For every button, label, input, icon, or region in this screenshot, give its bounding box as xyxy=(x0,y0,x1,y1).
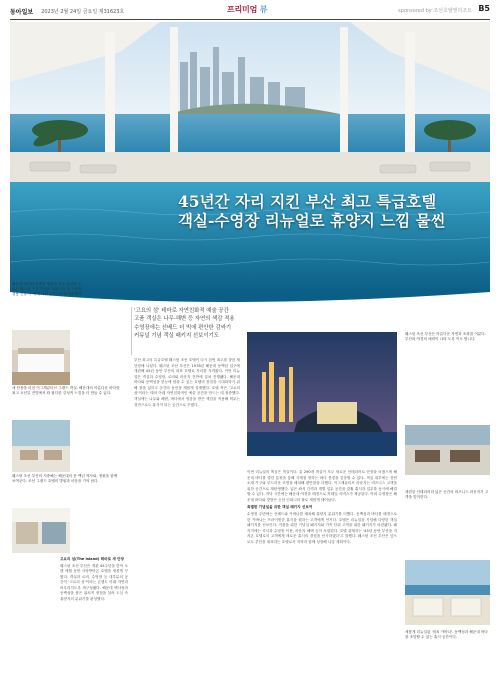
headline-line1: 45년간 자리 지킨 부산 최고 특급호텔 xyxy=(178,192,437,211)
pull-quote: '고요의 섬' 테마로 자연친화적 예술 공간 고품 객실은 나무-해변 등 자연의 색감 적용 수영장에는 선베드 더 빅에 편안한 감싸기 커뮤널 기념 객실 패키지 선보이기도 xyxy=(134,308,235,340)
business-lounge-illustration xyxy=(405,425,490,475)
sidebar-title: 고요의 섬(The Island) 테마로 새 단장 xyxy=(60,557,124,561)
photo-cabana xyxy=(405,560,490,625)
room-illustration xyxy=(12,330,70,385)
sidebar-text: 웨스틴 조선 부산은 개관 45주년을 맞아 오랜 세월 동안 사랑받아온 호텔을 새롭게 꾸몄다. 객실과 로비, 수영장 등 대부분의 공간이 '고요의 섬'이라는 콘셉트 아래 자연과 어우러지도록 재구성됐다. 해운대 백사장과 동백섬을 품은 위치적 장점을 살려 도심 속 휴양지의 분위기를 완성했다. xyxy=(60,563,128,601)
page-number: B5 xyxy=(478,4,490,13)
issue-date: 2023년 2월 24일 금요일 제31623호 xyxy=(41,8,125,15)
caption-f: 새롭게 리뉴얼된 '비치 카바나'. 동백섬과 해운대 바다를 조망할 수 있는 휴식 공간이다. xyxy=(405,630,488,640)
night-illustration xyxy=(247,332,397,456)
caption-a: 새 단장을 마친 이그제큐티브 그랜드 객실. 해운대의 아름다운 바다를 최고 오션뷰 전망에서 꽉 잡다한 감성적 느낌을 더 만들 수 있다. xyxy=(12,386,120,396)
quote-bar xyxy=(131,307,132,355)
lounge-illustration xyxy=(12,420,70,472)
caption-b: 웨스틴 조선 부산의 지중해는 해운대의 문 백년 역사와, 정원을 함께 보여준다. 조선 그랜드 호텔의 발원과 마음을 기억 담다. xyxy=(12,474,118,484)
body-column-3 xyxy=(247,470,397,675)
header-rule xyxy=(10,19,490,20)
photo-business-lounge xyxy=(405,425,490,475)
sidebar-box xyxy=(60,555,128,665)
body-col3-text: 수영장 주변에는 선베드와 카바나를 배치해 휴양지 분위기를 더했다. 동백섬과 바다를 배경으로 한 카바나는 프라이빗한 휴식을 원하는 고객에게 인기다. 호텔은 리뉴얼을 기념해 다양한 객실 패키지를 선보인다. 커플을 위한 기념일 패키지와 가족 단위 고객을 위한 패키지가 마련됐다. 패키지에는 조식과 수영장 이용, 라운지 혜택 등이 포함된다. 호텔 관계자는 '45년 동안 부산을 지켜온 호텔로서 고객에게 새로운 휴식의 경험을 선사하겠다'고 말했다. 웨스틴 조선 부산은 앞으로도 부산을 대표하는 호텔로서 지역과 함께 성장해 나갈 계획이다. xyxy=(247,511,397,544)
brand-accent: 뷰 xyxy=(259,5,268,14)
caption-c: 웨스틴 조선 부산은 아름다운 자연과 조화를 이룬다. 부산의 야경의 매력이 나타 도록 이도 합니다. xyxy=(405,332,486,342)
corridor-illustration xyxy=(12,508,70,553)
headline-line2: 객실-수영장 리뉴얼로 휴양지 느낌 물씬 xyxy=(178,210,446,230)
body-column-1: 부산 최고의 특급호텔 웨스틴 조선 호텔이 다시 한번 최고를 향한 새 단장에 나섰다. 웨스틴 조선 부산은 1978년 해운대 동백섬 입구에 개관해 45년 동안 부산의 대표 호텔로 자리를 지켜왔다. 이번 리뉴얼은 객실과 수영장, 로비와 라운지 전반에 걸쳐 진행됐다. 해운대 바다와 동백섬을 한눈에 담을 수 있는 호텔의 장점을 극대화하기 위해 창을 넓히고 공간의 동선을 새롭게 설계했다. 호텔 측은 '고요의 섬'이라는 테마 아래 자연친화적인 예술 공간을 만드는 데 집중했다. 객실에는 나무와 해변, 바다에서 영감을 받은 색감을 적용해 머무는 것만으로도 휴식이 되는 공간으로 꾸몄다. xyxy=(134,358,240,407)
caption-d: 세련된 인테리어의 넓은 공간의 비즈니스 라운지가 고객을 맞이한다. xyxy=(405,490,489,500)
page-header xyxy=(10,4,490,18)
brand-text: 프리미엄 xyxy=(227,5,258,14)
section-brand xyxy=(227,4,267,15)
sponsor-line: sponsored by 조선호텔앤리조트 xyxy=(398,8,472,14)
section-subhead: 특별한 기념일을 위한 객실 패키지 선보여 xyxy=(247,505,313,510)
cabana-illustration xyxy=(405,560,490,625)
body-col2-cont: 이번 리뉴얼의 핵심은 객실이다. 총 290개 객실이 모두 새로운 인테리어로 단장을 마쳤으며 해운대 바다를 향한 통창을 통해 사계절 변하는 바다 풍경을 감상할 수 있다. 객실 내부에는 천연 소재 가구와 부드러운 조명을 배치해 편안함을 더했다. 이그제큐티브 라운지는 비즈니스 고객을 위한 공간으로 재탄생했다. 넓은 좌석 간격과 개별 업무 공간을 갖춰 휴식과 업무를 동시에 해결할 수 있다. 저녁 시간에는 해운대 야경을 배경으로 칵테일 서비스가 제공된다. 야외 수영장은 해운대 바다와 맞닿은 듯한 인피니티 풀로 새롭게 태어났다. xyxy=(247,470,397,502)
newspaper-logo: 동아일보 xyxy=(10,8,34,16)
photo-night-view xyxy=(247,332,397,456)
photo-lounge xyxy=(12,420,70,472)
photo-room xyxy=(12,330,70,385)
hero-caption: 해운대 바다와 동백섬 헬룸을 모두 감상할 수 있는 웨스틴 조선 부산의 인피니티 자 스윔을 겸용 인플 이 목에 러진 공간으로 탈바꿈했다. xyxy=(12,282,83,296)
hero-headline xyxy=(178,193,488,230)
photo-corridor xyxy=(12,508,70,553)
